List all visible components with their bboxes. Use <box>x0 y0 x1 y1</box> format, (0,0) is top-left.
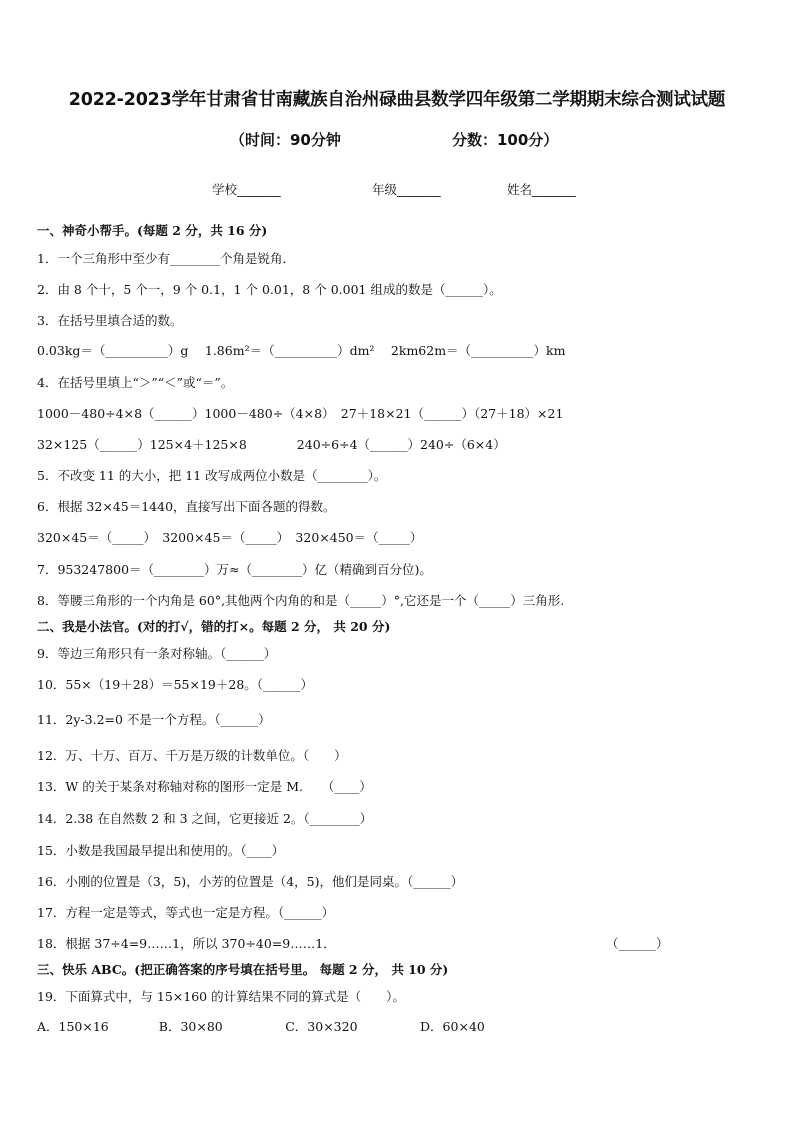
question-5: 5．不改变 11 的大小，把 11 改写成两位小数是（________）。 <box>37 468 387 483</box>
student-info <box>0 180 794 200</box>
question-18-answer-bracket: （______） <box>606 936 669 951</box>
section-1-heading: 一、神奇小帮手。(每题 2 分，共 16 分) <box>37 223 268 238</box>
question-2: 2．由 8 个十，5 个一，9 个 0.1，1 个 0.01，8 个 0.001 组成的数是（______）。 <box>37 282 502 297</box>
question-3: 3．在括号里填合适的数。 <box>37 313 183 328</box>
question-13: 13．W 的关于某条对称轴对称的图形一定是 M. （____） <box>37 779 372 794</box>
question-15: 15．小数是我国最早提出和使用的。（____） <box>37 843 285 858</box>
grade-field: 年级_______ <box>372 182 441 197</box>
question-16: 16．小刚的位置是（3，5)，小芳的位置是（4，5)，他们是同桌。（______） <box>37 874 464 889</box>
question-18: 18．根据 37÷4=9……1，所以 370÷40=9……1． <box>37 936 336 951</box>
question-4-row-1: 1000－480÷4×8（______）1000－480÷（4×8） 27＋18×21（______）（27＋18）×21 <box>37 406 564 421</box>
question-6-items: 320×45＝（_____） 3200×45＝（_____） 320×450＝（_____） <box>37 530 423 545</box>
question-1: 1．一个三角形中至少有________个角是锐角． <box>37 251 295 266</box>
question-7: 7．953247800＝（________）万≈（________）亿（精确到百分位)。 <box>37 562 432 577</box>
name-field: 姓名_______ <box>507 182 576 197</box>
question-19: 19．下面算式中，与 15×160 的计算结果不同的算式是（ ）。 <box>37 989 405 1004</box>
question-3-items: 0.03kg＝（__________）g 1.86m²＝（__________）dm² 2km62m＝（__________）km <box>37 343 566 358</box>
exam-title: 2022-2023学年甘肃省甘南藏族自治州碌曲县数学四年级第二学期期末综合测试试题 <box>68 90 726 110</box>
question-4-row-2: 32×125（______）125×4＋125×8 240÷6÷4（______）240÷（6×4） <box>37 437 506 452</box>
exam-subtitle <box>0 129 794 151</box>
section-2-heading: 二、我是小法官。(对的打√，错的打×。每题 2 分， 共 20 分) <box>37 619 391 634</box>
question-4: 4．在括号里填上“＞”“＜”或“＝”。 <box>37 375 234 390</box>
question-17: 17．方程一定是等式，等式也一定是方程。（______） <box>37 905 335 920</box>
exam-score: 分数：100分） <box>452 131 559 149</box>
question-6: 6．根据 32×45＝1440，直接写出下面各题的得数。 <box>37 499 336 514</box>
section-3-heading: 三、快乐 ABC。(把正确答案的序号填在括号里。 每题 2 分， 共 10 分) <box>37 962 449 977</box>
question-10: 10．55×（19＋28）＝55×19＋28。（______） <box>37 677 314 692</box>
question-9: 9．等边三角形只有一条对称轴。（______） <box>37 646 277 661</box>
question-19-options: A．150×16 B．30×80 C．30×320 D．60×40 <box>37 1019 485 1034</box>
question-14: 14．2.38 在自然数 2 和 3 之间，它更接近 2。（________） <box>37 811 373 826</box>
exam-time: （时间：90分钟 <box>230 131 341 149</box>
question-8: 8．等腰三角形的一个内角是 60°,其他两个内角的和是（_____）°,它还是一个（_____）三角形. <box>37 593 565 608</box>
school-field: 学校_______ <box>212 182 281 197</box>
question-12: 12．万、十万、百万、千万是万级的计数单位。（ ） <box>37 748 347 763</box>
question-11: 11．2y-3.2=0 不是一个方程。（______） <box>37 712 271 727</box>
